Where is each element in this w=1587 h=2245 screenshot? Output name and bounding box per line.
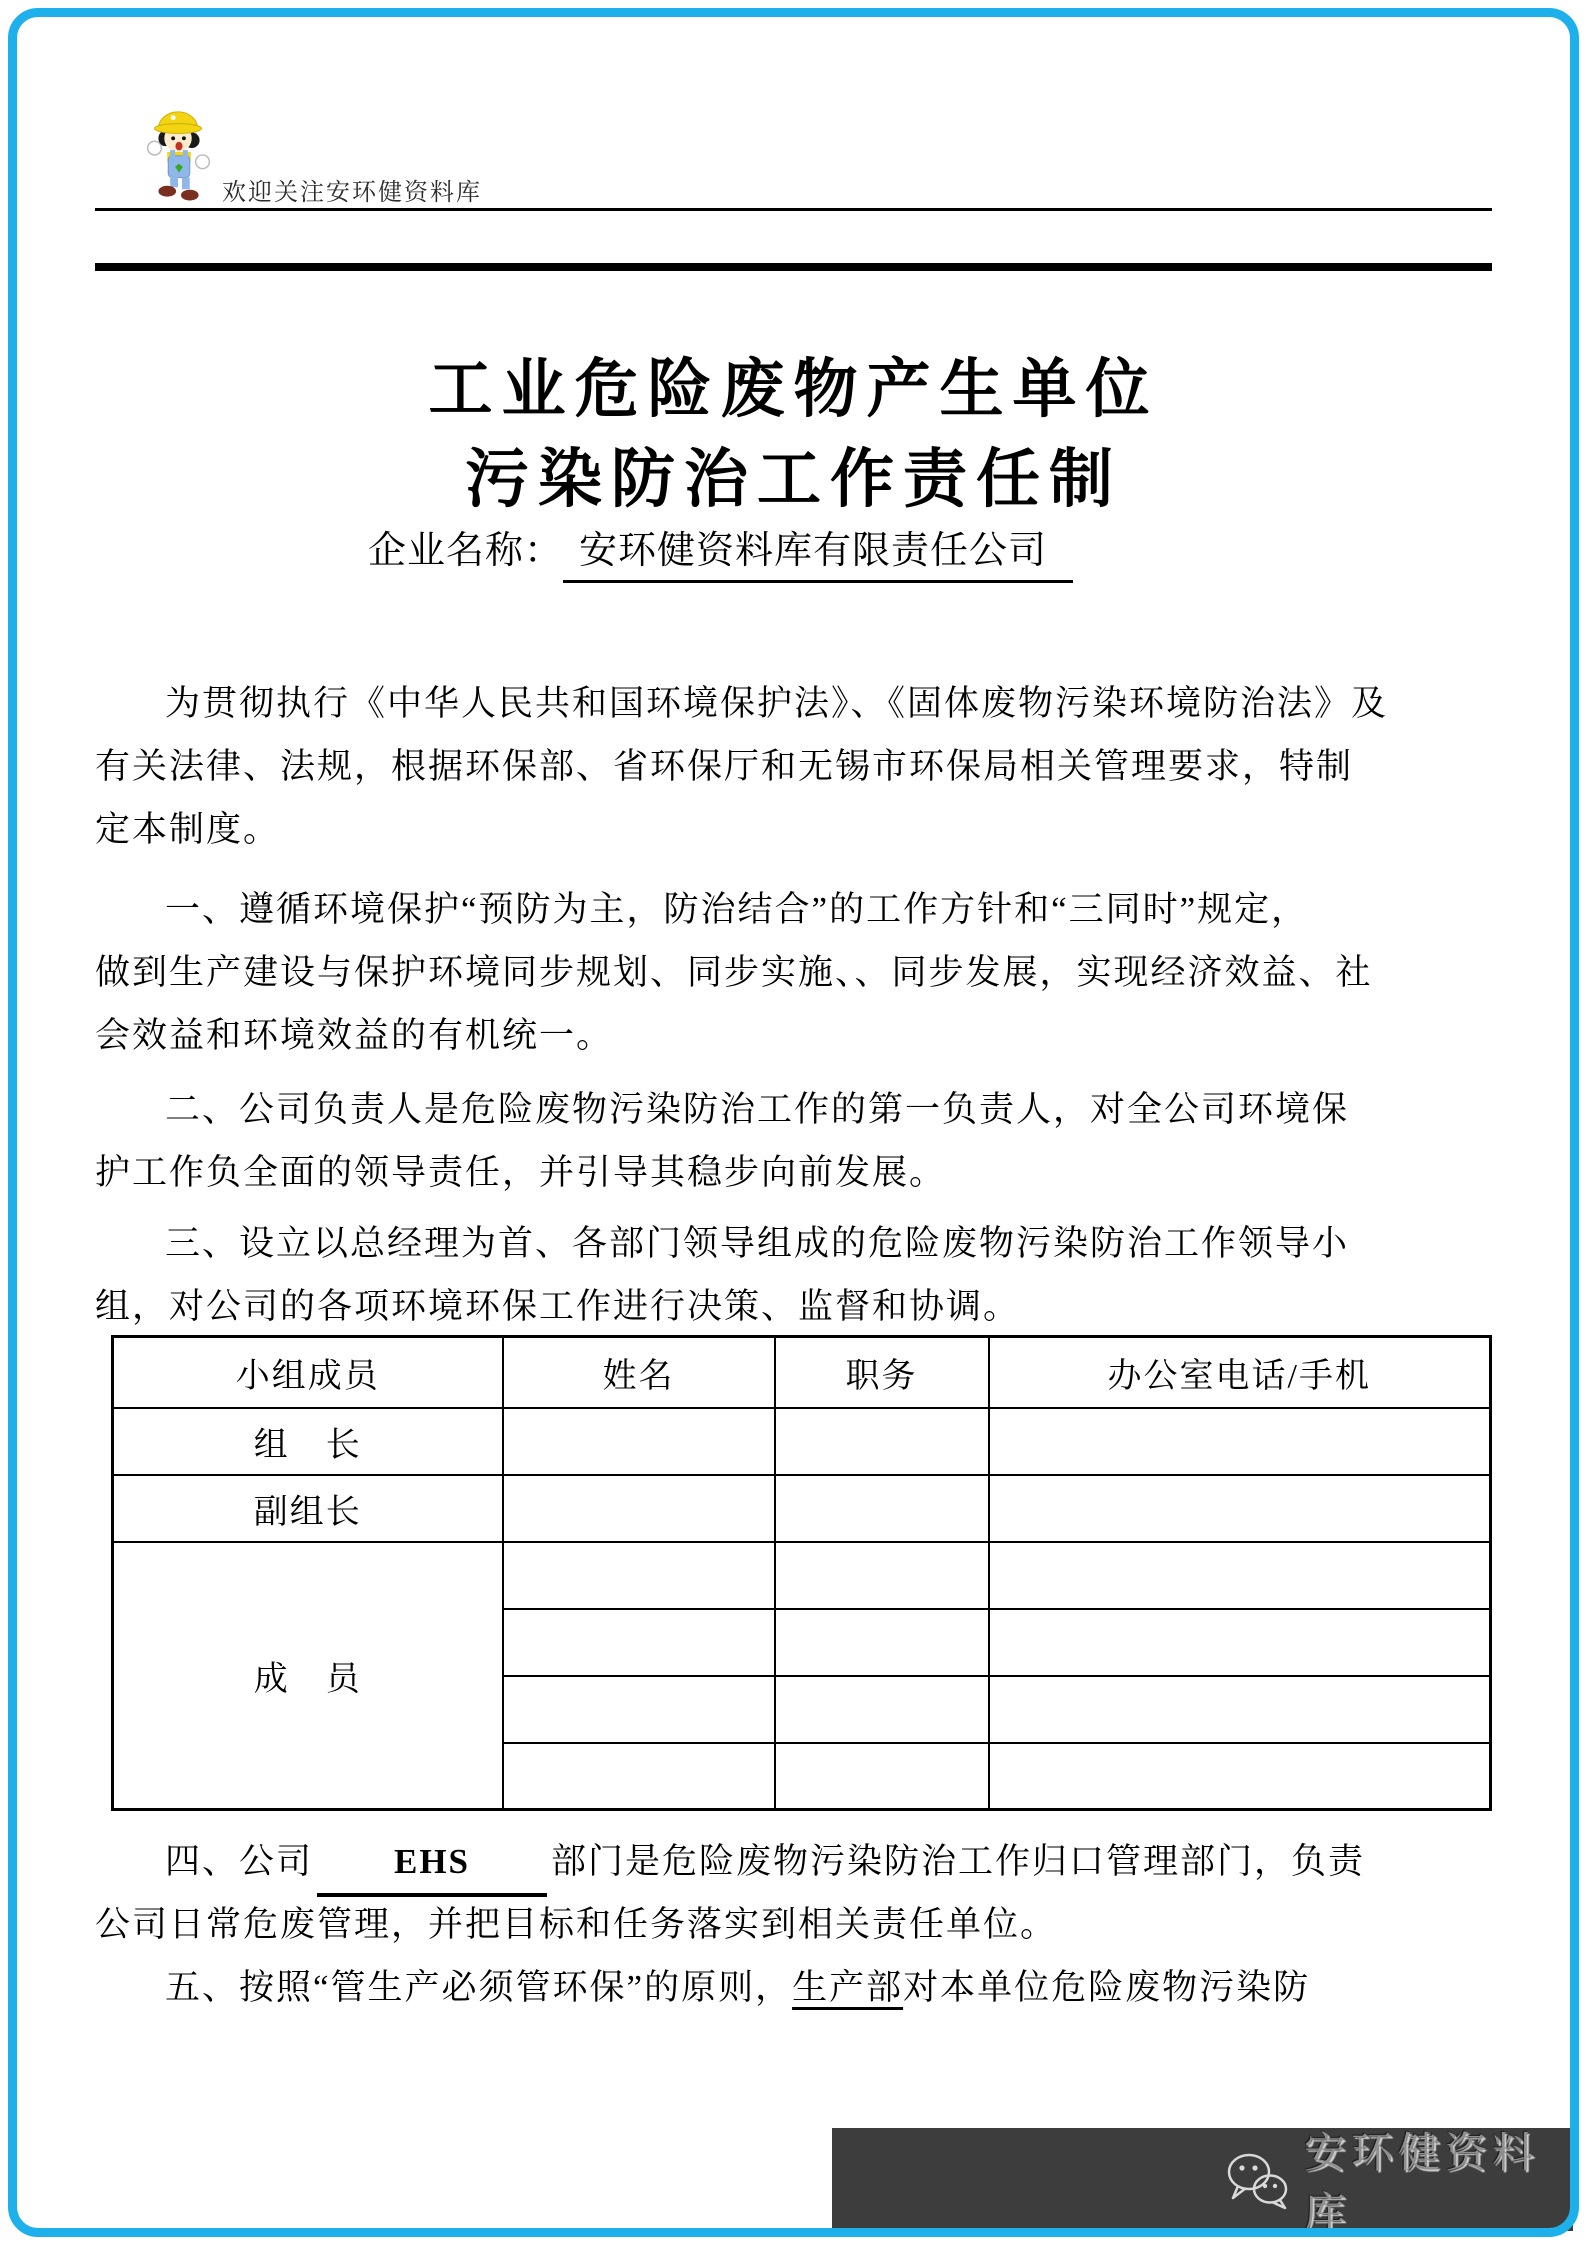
table-header-member-role: 小组成员: [113, 1337, 503, 1408]
para4-prefix: 四、公司: [165, 1842, 314, 1881]
row-label-leader: 组 长: [113, 1408, 503, 1475]
company-name-value[interactable]: 安环健资料库有限责任公司: [563, 524, 1073, 583]
para4-rest: 部门是危险废物污染防治工作归口管理部门，负责: [551, 1842, 1366, 1881]
table-empty-cell[interactable]: [503, 1609, 775, 1676]
paragraph-line: 一、遵循环境保护“预防为主，防治结合”的工作方针和“三同时”规定，: [165, 890, 1309, 929]
paragraph-line: 公司日常危废管理，并把目标和任务落实到相关责任单位。: [95, 1905, 1058, 1944]
footer-brand-text: 安环健资料库: [1304, 2130, 1540, 2237]
header-divider-thick: [95, 263, 1492, 271]
para5-prefix: 五、按照“管生产必须管环保”的原则，: [165, 1968, 793, 2007]
table-empty-cell[interactable]: [989, 1475, 1491, 1542]
table-empty-cell[interactable]: [775, 1408, 989, 1475]
table-empty-cell[interactable]: [989, 1408, 1491, 1475]
table-empty-cell[interactable]: [989, 1542, 1491, 1609]
company-name-label: 企业名称：: [368, 530, 564, 572]
table-empty-cell[interactable]: [775, 1743, 989, 1810]
company-name-line: [368, 524, 1073, 583]
doc-title: [0, 344, 1587, 524]
paragraph-line: 会效益和环境效益的有机统一。: [95, 1016, 614, 1055]
table-empty-cell[interactable]: [989, 1743, 1491, 1810]
paragraph-line: 有关法律、法规，根据环保部、省环保厅和无锡市环保局相关管理要求，特制: [95, 747, 1354, 786]
table-row-member: [113, 1542, 1491, 1609]
doc-title-line1: 工业危险废物产生单位: [428, 353, 1159, 425]
table-empty-cell[interactable]: [989, 1676, 1491, 1743]
table-empty-cell[interactable]: [503, 1408, 775, 1475]
paragraph-item-1: [95, 878, 1493, 1067]
table-empty-cell[interactable]: [775, 1542, 989, 1609]
paragraph-line: 三、设立以总经理为首、各部门领导组成的危险废物污染防治工作领导小: [165, 1224, 1350, 1263]
table-empty-cell[interactable]: [503, 1743, 775, 1810]
paragraph-items-4-5: [95, 1830, 1493, 2019]
doc-title-line2: 污染防治工作责任制: [465, 443, 1122, 515]
para5-underlined-dept: 生产部: [792, 1968, 904, 2007]
table-empty-cell[interactable]: [989, 1609, 1491, 1676]
table-header-position: 职务: [775, 1337, 989, 1408]
table-header-phone: 办公室电话/手机: [989, 1337, 1491, 1408]
ehs-blank-field[interactable]: EHS: [317, 1830, 547, 1897]
header-divider-thin: [95, 208, 1492, 211]
paragraph-line: 为贯彻执行《中华人民共和国环境保护法》、《固体废物污染环境防治法》及: [165, 684, 1389, 723]
table-empty-cell[interactable]: [503, 1676, 775, 1743]
paragraph-line: [95, 1830, 1493, 1893]
paragraph-intro: [95, 672, 1493, 861]
paragraph-line: 护工作负全面的领导责任，并引导其稳步向前发展。: [95, 1153, 947, 1192]
table-empty-cell[interactable]: [503, 1542, 775, 1609]
paragraph-line: [95, 1956, 1493, 2019]
safety-worker-mascot: [138, 103, 220, 201]
paragraph-line: 组，对公司的各项环境环保工作进行决策、监督和协调。: [95, 1287, 1021, 1326]
leadership-table: [111, 1335, 1492, 1811]
table-row-leader: [113, 1408, 1491, 1475]
row-label-deputy: 副组长: [113, 1475, 503, 1542]
table-empty-cell[interactable]: [775, 1609, 989, 1676]
table-empty-cell[interactable]: [503, 1475, 775, 1542]
paragraph-line: 定本制度。: [95, 810, 281, 849]
para5-rest: 对本单位危险废物污染防: [903, 1968, 1311, 2007]
paragraph-line: 做到生产建设与保护环境同步规划、同步实施、、同步发展，实现经济效益、社: [95, 953, 1373, 992]
table-empty-cell[interactable]: [775, 1475, 989, 1542]
paragraph-line: 二、公司负责人是危险废物污染防治工作的第一负责人，对全公司环境保: [165, 1090, 1350, 1129]
paragraph-item-3: [95, 1212, 1493, 1338]
wechat-icon: [1224, 2150, 1290, 2210]
header-welcome-text: 欢迎关注安环健资料库: [222, 180, 482, 206]
footer-banner: [832, 2128, 1573, 2237]
table-row-deputy: [113, 1475, 1491, 1542]
table-header-name: 姓名: [503, 1337, 775, 1408]
paragraph-item-2: [95, 1078, 1493, 1204]
table-empty-cell[interactable]: [775, 1676, 989, 1743]
row-label-members: 成 员: [113, 1542, 503, 1810]
